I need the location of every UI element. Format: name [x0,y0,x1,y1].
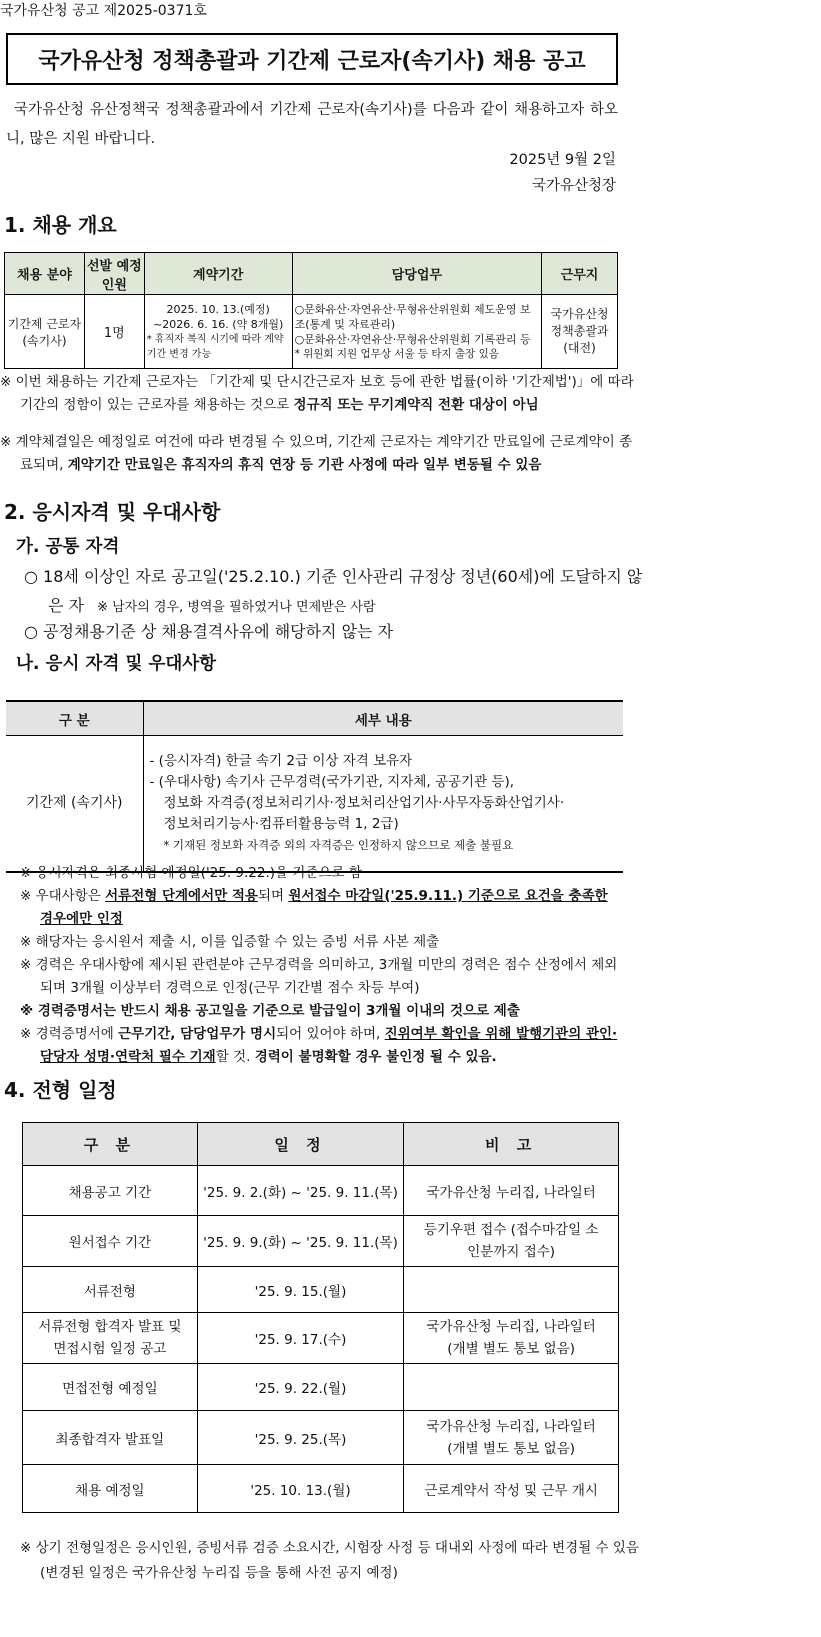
col-header-remarks: 비 고 [404,1123,619,1166]
detail-line: - (응시자격) 한글 속기 2급 이상 자격 보유자 [149,752,413,769]
note-emphasis: 원서접수 마감일('25.9.11.) 기준으로 요건을 충족한 경우에만 인정 [40,888,608,927]
note-text: ※ 경력증명서에 [20,1026,119,1042]
note-emphasis: 진위여부 확인을 위해 발행기관의 관인·담당자 성명·연락처 필수 기재 [40,1026,618,1065]
bullet-text: ○ 18세 이상인 자로 공고일('25.2.10.) 기준 인사관리 규정상 정년(60세)에 도달하지 않은 자 [24,567,643,615]
notice-number: 국가유산청 공고 제2025-0371호 [0,3,207,19]
common-qualification-1 [24,562,644,622]
qualification-note [20,885,620,931]
common-qualification-2: ○ 공정채용기준 상 채용결격사유에 해당하지 않는 자 [24,622,394,641]
qualification-note: ※ 해당자는 응시원서 제출 시, 이를 입증할 수 있는 증빙 서류 사본 제출 [20,934,440,950]
schedule-note: 국가유산청 누리집, 나라일터 [404,1166,619,1216]
qualification-note: ※ 경력증명서는 반드시 채용 공고일을 기준으로 발급일이 3개월 이내의 것으로 제출 [20,1003,520,1019]
schedule-note: 국가유산청 누리집, 나라일터 (개별 별도 통보 없음) [404,1411,619,1465]
col-header-duty: 담당업무 [292,253,542,295]
intro-paragraph: 국가유산청 유산정책국 정책총괄과에서 기간제 근로자(속기사)를 다음과 같이 채용하고자 하오니, 많은 지원 바랍니다. [6,102,618,147]
table-row [23,1411,619,1465]
section4-heading: 4. 전형 일정 [4,1078,117,1102]
col-header-details: 세부 내용 [143,701,623,736]
table-row [23,1313,619,1364]
detail-line: - (우대사항) 속기사 근무경력(국가기관, 지자체, 공공기관 등), [149,773,515,790]
qualification-note: ※ 응시자격은 최종시험 예정일('25. 9.22.)을 기준으로 함 [20,865,362,881]
note-emphasis: 서류전형 단계에서만 적용 [105,888,258,904]
col-header-workplace: 근무지 [542,253,618,295]
duty-item: ○문화유산·자연유산·무형유산위원회 제도운영 보조(통계 및 자료관리) [294,302,531,331]
duty-note: * 위원회 지원 업무상 서울 등 타지 출장 있음 [294,347,499,360]
schedule-date: '25. 9. 25.(목) [197,1411,404,1465]
schedule-category: 원서접수 기간 [23,1216,198,1267]
note-text: ※ 계약체결일은 예정일로 여건에 따라 변경될 수 있으며, 기간제 근로자는 계약기간 만료일에 근로계약이 종료되며, [0,434,633,473]
qualification-note [20,1023,620,1069]
overview-note-2 [0,431,638,477]
schedule-date: '25. 9. 22.(월) [197,1364,404,1411]
col-header-count: 선발 예정인원 [84,253,144,295]
schedule-category: 면접전형 예정일 [23,1364,198,1411]
details-cell [143,736,623,872]
duty-cell [292,295,542,369]
table-row [23,1364,619,1411]
subsection-b-heading: 나. 응시 자격 및 우대사항 [16,654,217,674]
note-text: ※ 이번 채용하는 기간제 근로자는 「기간제 및 단시간근로자 보호 등에 관한 법률(이하 '기간제법')」에 따라 기간의 정함이 있는 근로자를 채용하는 것으로 [0,374,634,413]
schedule-table [22,1122,619,1513]
section2-heading: 2. 응시자격 및 우대사항 [4,500,221,524]
recruitment-overview-table [4,252,618,369]
col-header-category: 구 분 [6,701,143,736]
period-main: 2025. 10. 13.(예정) ~2026. 6. 16. (약 8개월) [153,302,284,331]
note-text: ※ 우대사항은 [20,888,106,904]
note-text: 되어 있어야 하며, [276,1026,385,1042]
schedule-note: 등기우편 접수 (접수마감일 소인분까지 접수) [404,1216,619,1267]
table-row [23,1216,619,1267]
schedule-note [404,1364,619,1411]
notice-date: 2025년 9월 2일 [509,152,616,168]
schedule-date: '25. 9. 2.(화) ~ '25. 9. 11.(목) [197,1166,404,1216]
period-cell [144,295,292,369]
page-title: 국가유산청 정책총괄과 기간제 근로자(속기사) 채용 공고 [6,33,618,85]
schedule-date: '25. 9. 17.(수) [197,1313,404,1364]
note-emphasis: 근무기간, 담당업무가 명시 [118,1026,277,1042]
section1-heading: 1. 채용 개요 [4,213,117,237]
subsection-a-heading: 가. 공통 자격 [16,537,120,557]
schedule-category: 서류전형 합격자 발표 및 면접시험 일정 공고 [23,1313,198,1364]
category-cell: 기간제 (속기사) [6,736,143,872]
count-cell: 1명 [84,295,144,369]
overview-note-1 [0,371,638,417]
field-cell: 기간제 근로자 (속기사) [5,295,85,369]
duty-item: ○문화유산·자연유산·무형유산위원회 기록관리 등 [294,332,531,346]
schedule-date: '25. 9. 9.(화) ~ '25. 9. 11.(목) [197,1216,404,1267]
schedule-date: '25. 10. 13.(월) [197,1465,404,1513]
schedule-category: 채용공고 기간 [23,1166,198,1216]
table-row [23,1166,619,1216]
schedule-category: 서류전형 [23,1267,198,1313]
qualification-note: ※ 경력은 우대사항에 제시된 관련분야 근무경력을 의미하고, 3개월 미만의 경력은 점수 산정에서 제외되며 3개월 이상부터 경력으로 인정(근무 기간별 점수 차등 부여) [20,957,618,996]
col-header-period: 계약기간 [144,253,292,295]
col-header-field: 채용 분야 [5,253,85,295]
issuer: 국가유산청장 [531,178,616,194]
qualification-notes [20,862,620,1069]
bullet-note: ※ 남자의 경우, 병역을 필하였거나 면제받은 사람 [97,600,376,615]
note-text: 되며 [257,888,289,904]
col-header-schedule: 일 정 [197,1123,404,1166]
table-row [23,1465,619,1513]
note-emphasis: 계약기간 만료일은 휴직자의 휴직 연장 등 기관 사정에 따라 일부 변동될 수 있음 [67,457,542,473]
schedule-note [404,1267,619,1313]
col-header-category: 구 분 [23,1123,198,1166]
note-emphasis: 정규직 또는 무기계약직 전환 대상이 아님 [293,397,539,413]
schedule-note: 근로계약서 작성 및 근무 개시 [404,1465,619,1513]
note-emphasis: 경력이 불명확할 경우 불인정 될 수 있음. [254,1049,497,1065]
detail-line: 정보처리기능사·컴퓨터활용능력 1, 2급) [163,815,399,832]
schedule-footnote: ※ 상기 전형일정은 응시인원, 증빙서류 검증 소요시간, 시험장 사정 등 대내외 사정에 따라 변경될 수 있음(변경된 일정은 국가유산청 누리집 등을 통해 사전 공지 예정) [20,1540,639,1581]
schedule-date: '25. 9. 15.(월) [197,1267,404,1313]
qualification-table [6,700,623,873]
note-text: 할 것. [215,1049,255,1065]
schedule-category: 최종합격자 발표일 [23,1411,198,1465]
schedule-note: 국가유산청 누리집, 나라일터 (개별 별도 통보 없음) [404,1313,619,1364]
table-row [23,1267,619,1313]
detail-note: * 기재된 정보화 자격증 외의 자격증은 인정하지 않으므로 제출 불필요 [163,837,514,852]
workplace-cell: 국가유산청 정책총괄과 (대전) [542,295,618,369]
detail-line: 정보화 자격증(정보처리기사·정보처리산업기사·사무자동화산업기사· [163,794,565,811]
schedule-category: 채용 예정일 [23,1465,198,1513]
period-note: * 휴직자 복직 시기에 따라 계약기간 변경 가능 [146,333,284,360]
